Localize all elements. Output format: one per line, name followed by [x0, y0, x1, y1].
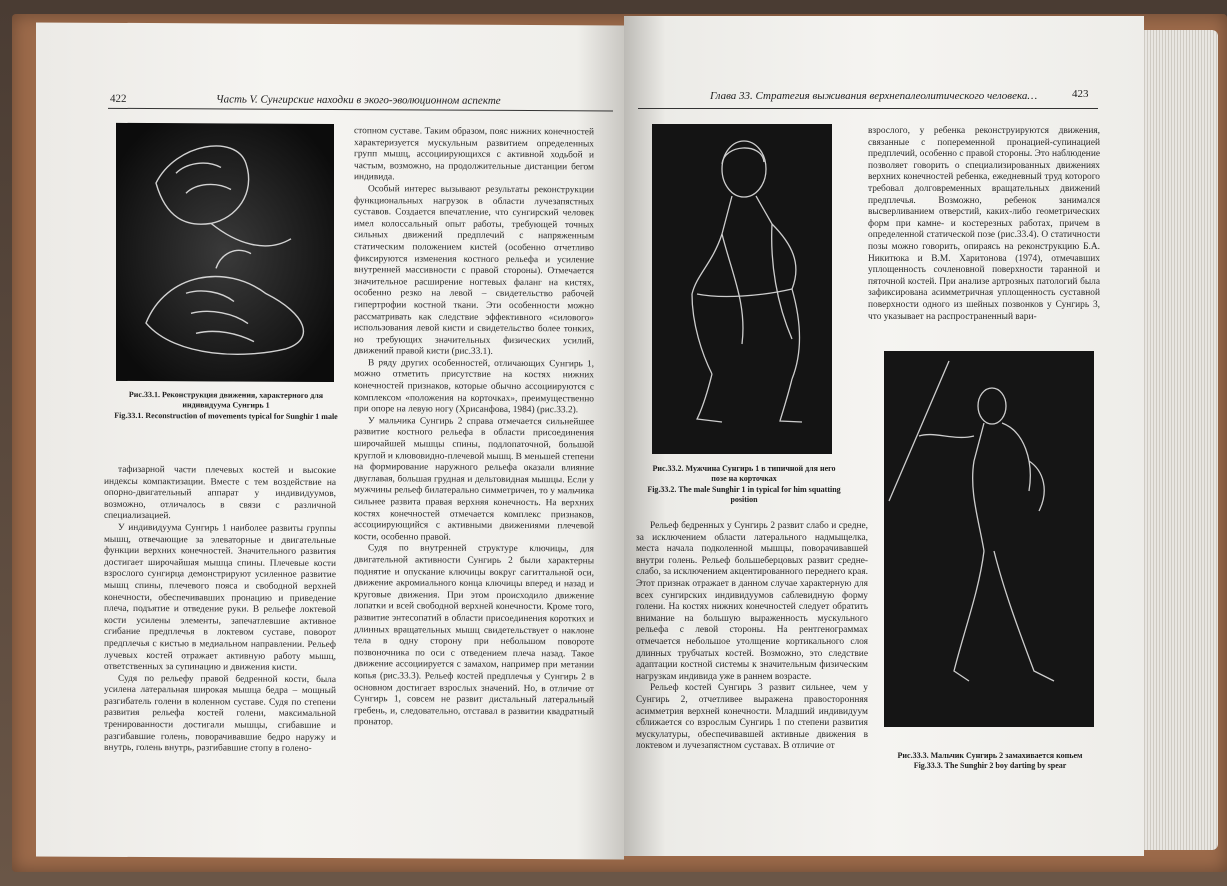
- header-rule-right: [638, 108, 1098, 109]
- left-page: [36, 22, 624, 859]
- paragraph: Судя по внутренней структуре ключицы, для двигательной активности Сунгирь 2 были характерны поднятие и опускание ключицы вокруг сагиттальной оси, движение акромиального конца ключицы вперед и назад и круговые движения. При этом происходило движение лопатки и всей свободной верхней конечности. Кроме того, развитие энтесопатий в области присоединения коротких и длинных вращательных мышц свидетельствует о наклоне тела в одну сторону при небольшом повороте позвоночника по оси с отведением плеча назад. Такое движение ассоциируется с замахом, например при метании копья (рис.33.3). Рельеф костей предплечья у Сунгирь 2 в основном достигает взрослых значений. Но, в отличие от Сунгирь 1, совсем не развит дистальный латеральный гребень, и, следовательно, отставал в развитии квадратный пронатор.: [354, 543, 594, 728]
- figure-caption-33-1: [106, 390, 346, 422]
- paragraph: Судя по рельефу правой бедренной кости, была усилена латеральная широкая мышца бедра – мощный разгибатель голени в коленном суставе. Судя по степени развития рельефа костей голени, максимальной тренированности достигали мышцы, сгибавшие и разгибавшие голень, поворачивавшие бедро наружу и внутрь, голень внутрь, разгибавшие стопу в голено-: [104, 673, 336, 755]
- paragraph: Особый интерес вызывают результаты реконструкции функциональных нагрузок в области лучезапястных суставов. Создается впечатление, что сунгирский человек имел колоссальный опыт работы, требующей точных сильных движений предплечий с напряженным статическим положением кистей (особенно отчетливо фиксируются изменения костного рельефа и усиление внутренней массивности с правой стороны). Отмечается значительное расширение ногтевых фаланг на кистях, особенно резко на левой – свидетельство рабочей гипертрофии костной ткани. Эти особенности можно рассматривать как следствие эффективного «силового» использования левой кисти и свидетельство более тонких, но требующих значительных физических усилий, движений правой кисти (рис.33.1).: [354, 184, 594, 358]
- running-header-left: Часть V. Сунгирские находки в экого-эволюционном аспекте: [216, 93, 501, 107]
- caption-en: Fig.33.1. Reconstruction of movements typical for Sunghir 1 male: [114, 410, 338, 421]
- paragraph: У мальчика Сунгирь 2 справа отмечается сильнейшее развитие костного рельефа в области присоединения широчайшей мышцы спины, подлопаточной, большой круглой и клювовидно-плечевой мышц. В меньшей степени на формирование наружного рельефа оказали влияние двуглавая, большая грудная и дельтовидная мышцы. Если у мужчины рельеф билатерально симметричен, то у мальчика сильнее развита правая верхняя конечность. На верхних костях конечностей отмечается комплекс признаков, ассоциирующийся с активными движениями плечевой кости, особенно правой.: [354, 416, 595, 543]
- page-number-left: 422: [110, 92, 127, 105]
- text-column-left-2: [354, 126, 594, 730]
- header-rule-left: [108, 108, 613, 112]
- caption-ru: Рис.33.1. Реконструкция движения, характерного для индивидуума Сунгирь 1: [128, 389, 324, 411]
- figure-hands: [116, 123, 334, 382]
- caption-ru: Рис.33.2. Мужчина Сунгирь 1 в типичной для него позе на корточках: [652, 464, 836, 484]
- figure-caption-33-3: [886, 751, 1094, 772]
- paragraph: тафизарной части плечевых костей и высокие индексы компактизации. Вместе с тем воздействие на опорно-двигательный аппарат у индивидуумов, возможно, отличалось в связи с различной специализацией.: [104, 464, 336, 522]
- text-column-right-top: [868, 126, 1100, 323]
- paragraph: В ряду других особенностей, отличающих Сунгирь 1, можно отметить присутствие на костях нижних конечностей признаков, которые обычно ассоциируются с комплексом «положения на корточках», преимущественно при опоре на левую ногу (Хрисанфова, 1984) (рис.33.2).: [354, 358, 594, 416]
- right-page: [624, 16, 1144, 856]
- figure-caption-33-2: [644, 464, 844, 506]
- text-column-left-1: [104, 465, 336, 756]
- caption-en: Fig.33.2. The male Sunghir 1 in typical for him squatting position: [647, 484, 841, 505]
- caption-ru: Рис.33.3. Мальчик Сунгирь 2 замахивается копьем: [897, 751, 1083, 760]
- page-number-right: 423: [1072, 88, 1089, 100]
- caption-en: Fig.33.3. The Sunghir 2 boy darting by spear: [913, 761, 1067, 771]
- figure-boy-with-spear: [884, 351, 1094, 727]
- figure-squatting-man: [652, 124, 832, 454]
- running-header-right: Глава 33. Стратегия выживания верхнепалеолитического человека…: [710, 90, 1038, 102]
- paragraph: Рельеф костей Сунгирь 3 развит сильнее, чем у Сунгирь 2, отчетливее выражена правосторонняя асимметрия верхней конечности. Младший индивидуум сближается со взрослым Сунгирь 1 по степени развития мускулатуры, обеспечивавшей активные движения в локтевом и лучезапястном суставах. В отличие от: [636, 683, 868, 752]
- paragraph: У индивидуума Сунгирь 1 наиболее развиты группы мышц, отвечающие за элеваторные и двигательные функции верхних конечностей. Значительного развития достигает широчайшая мышца спины. Плечевые кости взрослого сунгирца демонстрируют усиленное развитие мышц спины, плечевого пояса и свободной верхней конечности, обеспечивавших пронацию и приведение плеча, подъятие и отведение руки. В рельефе локтевой кости усилены элементы, запечатлевшие активное сгибание предплечья в локтевом суставе, поворот предплечья с кистью в медиальном направлении. Рельеф лучевых костей отражает активную работу мышц, ответственных за супинацию и движения кисти.: [104, 522, 336, 673]
- paragraph: взрослого, у ребенка реконструируются движения, связанные с попеременной пронацией-супинацией предплечий, особенно с правой стороны. Это наблюдение позволяет говорить о специализированных движениях верхних конечностей ребенка, ежедневный труд которого требовал долговременных вращательных движений предплечья. Возможно, ребенок занимался высверливанием отверстий, каких-либо геометрических форм при камне- и костерезных работах, причем в определенной статической позе (рис.33.4). О статичности позы можно говорить, опираясь на реконструкцию Б.А. Никитюка и В.М. Харитонова (1974), отмечавших уплощенность сочленовной поверхности таранной и пяточной костей. При анализе артрозных патологий была зафиксирована асимметричная уплощенность суставной поверхности одного из шейных позвонков у Сунгирь 3, что указывает на распространенный вари-: [868, 126, 1100, 322]
- paragraph: Рельеф бедренных у Сунгирь 2 развит слабо и средне, за исключением области латерального надмыщелка, места начала подколенной мышцы, поворачивавшей внутри голень. Рельеф большеберцовых развит средне-слабо, за исключением акцентированного переднего края. Этот признак отражает в данном случае характерную для всех сунгирских индивидуумов саблевидную форму голени. На костях нижних конечностей следует обратить внимание на большую выраженность мускульного рельефа с левой стороны. На рентгенограммах отмечается небольшое утолщение кортикального слоя длинных трубчатых костей. Возможно, это следствие адаптации костной системы к значительным физическим нагрузкам индивида уже в раннем возрасте.: [636, 521, 868, 682]
- text-column-right-bottom: [636, 521, 868, 753]
- paragraph: стопном суставе. Таким образом, пояс нижних конечностей характеризуется мускульным развитием определенных групп мышц, ассоциирующихся с активной ходьбой и частым, возможно, на продолжительные дистанции бегом индивида.: [354, 126, 594, 183]
